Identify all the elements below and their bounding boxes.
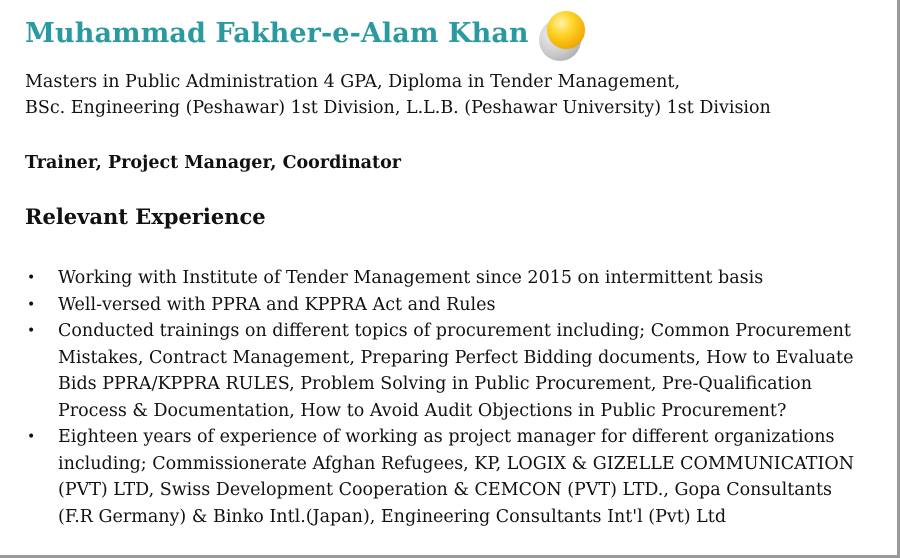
experience-list: [25, 265, 895, 530]
roles-line: Trainer, Project Manager, Coordinator: [25, 153, 401, 173]
name-header: [25, 10, 591, 56]
list-item: [25, 318, 895, 424]
person-name: Muhammad Fakher-e-Alam Khan: [25, 17, 529, 49]
list-item: [25, 292, 895, 319]
list-item-text: Bids PPRA/KPPRA RULES, Problem Solving in Public Procurement, Pre-Qualification: [58, 374, 812, 394]
list-item-text: including; Commissionerate Afghan Refugees, KP, LOGIX & GIZELLE COMMUNICATION: [58, 453, 855, 474]
bullet-icon: •: [27, 429, 36, 445]
qualifications-line: Masters in Public Administration 4 GPA, Diploma in Tender Management,: [25, 72, 681, 92]
list-item-text: (PVT) LTD, Swiss Development Cooperation & CEMCON (PVT) LTD., Gopa Consultants: [58, 480, 832, 500]
list-item-text: Process & Documentation, How to Avoid Audit Objections in Public Procurement?: [58, 400, 787, 421]
list-item-text: Working with Institute of Tender Management since 2015 on intermittent basis: [58, 268, 764, 288]
list-item: [25, 424, 895, 530]
qualifications: [25, 69, 771, 121]
list-item: [25, 265, 895, 292]
bullet-icon: •: [27, 323, 36, 339]
list-item-text: (F.R Germany) & Binko Intl.(Japan), Engineering Consultants Int'l (Pvt) Ltd: [58, 506, 727, 527]
yellow-sphere-icon: [541, 11, 591, 61]
list-item-text: Mistakes, Contract Management, Preparing Perfect Bidding documents, How to Evaluate: [58, 347, 854, 368]
qualifications-line: BSc. Engineering (Peshawar) 1st Division, L.L.B. (Peshawar University) 1st Division: [25, 98, 771, 118]
list-item-text: Eighteen years of experience of working as project manager for different organizations: [58, 427, 835, 447]
section-heading-experience: Relevant Experience: [25, 204, 266, 229]
bullet-icon: •: [27, 296, 36, 313]
list-item-text: Conducted trainings on different topics of procurement including; Common Procurement: [58, 321, 851, 341]
list-item-text: Well-versed with PPRA and KPPRA Act and Rules: [58, 294, 496, 315]
bullet-icon: •: [27, 270, 36, 286]
sphere-ball: [547, 11, 585, 49]
